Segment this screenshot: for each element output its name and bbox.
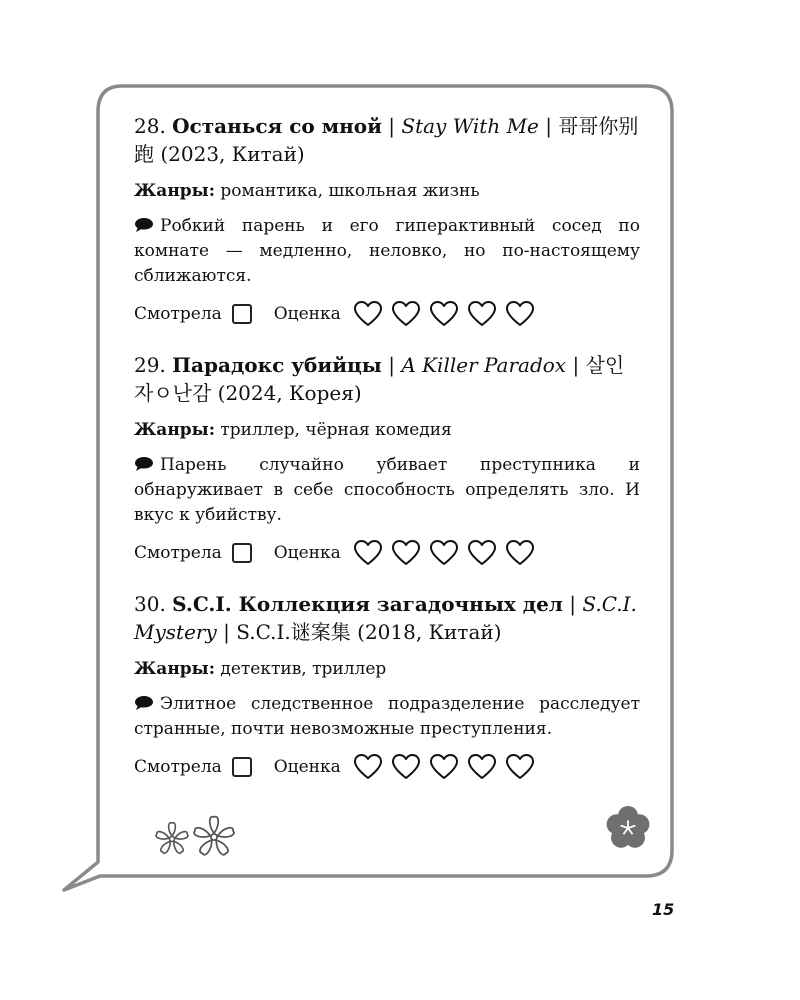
- genres-line: [134, 418, 640, 442]
- speech-bubble-icon: [134, 456, 154, 472]
- genres-value: триллер, чёрная комедия: [214, 420, 452, 440]
- title-ru: Парадокс убийцы: [172, 353, 382, 377]
- year-country: (2018, Китай): [350, 620, 502, 644]
- drama-entry-29: [134, 351, 640, 568]
- title-original: 살인자ㅇ난감: [134, 353, 625, 405]
- rating-row: [134, 752, 640, 782]
- title-separator: |: [216, 620, 237, 644]
- title-original: S.C.I.谜案集: [236, 620, 351, 644]
- description-text: Элитное следственное подразделение расследует странные, почти невозможные преступления.: [134, 694, 640, 739]
- heart-outline-icon[interactable]: [467, 300, 497, 328]
- rating-row: [134, 538, 640, 568]
- heart-outline-icon[interactable]: [391, 300, 421, 328]
- year-country: (2024, Корея): [211, 381, 362, 405]
- title-separator: |: [381, 353, 402, 377]
- heart-outline-icon[interactable]: [353, 753, 383, 781]
- rating-label: Оценка: [273, 543, 341, 563]
- description-text: Парень случайно убивает преступника и обнаруживает в себе способность определять зло. И вкус к убийству.: [134, 455, 640, 525]
- watched-checkbox[interactable]: [232, 543, 252, 563]
- entry-title: [134, 112, 640, 168]
- rating-hearts: [353, 300, 535, 328]
- title-separator: |: [562, 592, 583, 616]
- speech-bubble-icon: [134, 695, 154, 711]
- title-separator: |: [381, 114, 402, 138]
- heart-outline-icon[interactable]: [467, 753, 497, 781]
- page-number: 15: [652, 900, 675, 919]
- watched-label: Смотрела: [134, 757, 222, 777]
- title-separator: |: [566, 353, 586, 377]
- genres-line: [134, 179, 640, 203]
- rating-hearts: [353, 539, 535, 567]
- heart-outline-icon[interactable]: [429, 539, 459, 567]
- heart-outline-icon[interactable]: [391, 539, 421, 567]
- title-original: 哥哥你别跑: [134, 114, 639, 166]
- drama-entry-28: [134, 112, 640, 329]
- genres-value: романтика, школьная жизнь: [214, 181, 480, 201]
- entry-number: 28.: [134, 114, 166, 138]
- watched-checkbox[interactable]: [232, 757, 252, 777]
- title-ru: Останься со мной: [172, 114, 382, 138]
- heart-outline-icon[interactable]: [429, 753, 459, 781]
- title-en: A Killer Paradox: [401, 353, 567, 377]
- heart-outline-icon[interactable]: [391, 753, 421, 781]
- genres-line: [134, 657, 640, 681]
- heart-outline-icon[interactable]: [505, 300, 535, 328]
- watched-label: Смотрела: [134, 304, 222, 324]
- heart-outline-icon[interactable]: [429, 300, 459, 328]
- rating-label: Оценка: [273, 304, 341, 324]
- speech-bubble-icon: [134, 217, 154, 233]
- heart-outline-icon[interactable]: [353, 300, 383, 328]
- entry-title: [134, 590, 640, 646]
- drama-entry-30: [134, 590, 640, 782]
- heart-outline-icon[interactable]: [505, 539, 535, 567]
- watched-checkbox[interactable]: [232, 304, 252, 324]
- heart-outline-icon[interactable]: [467, 539, 497, 567]
- rating-hearts: [353, 753, 535, 781]
- drama-list: [134, 112, 640, 782]
- title-en: S.C.I. Mystery: [134, 592, 637, 644]
- genres-label: Жанры:: [134, 420, 215, 440]
- heart-outline-icon[interactable]: [505, 753, 535, 781]
- title-en: Stay With Me: [401, 114, 539, 138]
- entry-title: [134, 351, 640, 407]
- year-country: (2023, Китай): [154, 142, 305, 166]
- entry-number: 30.: [134, 592, 166, 616]
- genres-value: детектив, триллер: [214, 659, 387, 679]
- description: [134, 214, 640, 289]
- title-separator: |: [538, 114, 559, 138]
- genres-label: Жанры:: [134, 181, 215, 201]
- entry-number: 29.: [134, 353, 166, 377]
- rating-label: Оценка: [273, 757, 341, 777]
- watched-label: Смотрела: [134, 543, 222, 563]
- sakura-flower-icon: [148, 815, 248, 863]
- rating-row: [134, 299, 640, 329]
- heart-outline-icon[interactable]: [353, 539, 383, 567]
- description-text: Робкий парень и его гиперактивный сосед по комнате — медленно, неловко, но по-настоящему сближаются.: [134, 216, 640, 286]
- title-ru: S.C.I. Коллекция загадочных дел: [172, 592, 563, 616]
- description: [134, 453, 640, 528]
- sakura-flower-icon: [602, 804, 654, 852]
- genres-label: Жанры:: [134, 659, 215, 679]
- description: [134, 692, 640, 742]
